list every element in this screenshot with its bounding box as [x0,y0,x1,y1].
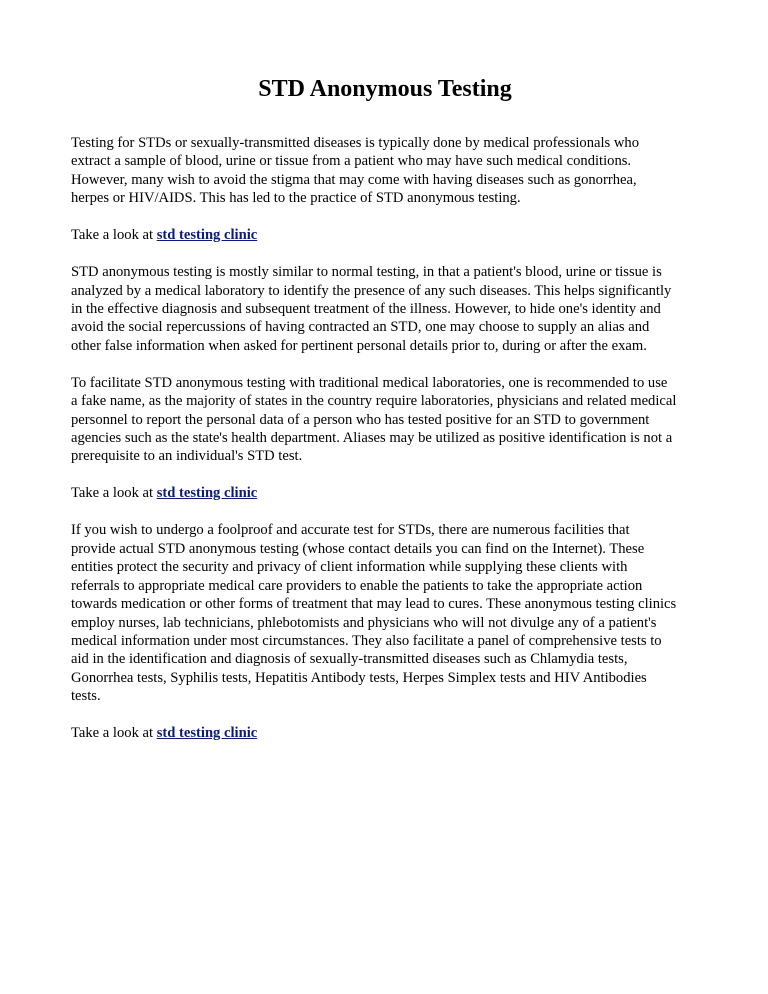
text-line: personnel to report the personal data of a person who has tested positive for an STD to government [71,411,650,428]
text-line: towards medication or other forms of treatment that may lead to cures. These anonymous testing clinics [71,596,677,613]
text-line: provide actual STD anonymous testing (whose contact details you can find on the Internet). These [71,540,645,557]
text-line: tests. [71,688,101,705]
text-line: herpes or HIV/AIDS. This has led to the practice of STD anonymous testing. [71,190,521,207]
text-line: agencies such as the state's health department. Aliases may be utilized as positive identification is not a [71,430,673,447]
std-testing-clinic-link[interactable]: std testing clinic [156,485,258,502]
text-line: referrals to appropriate medical care providers to enable the patients to take the appropriate action [71,577,643,594]
text-line: To facilitate STD anonymous testing with traditional medical laboratories, one is recommended to use [71,374,668,391]
text-line: STD anonymous testing is mostly similar to normal testing, in that a patient's blood, urine or tissue is [71,264,662,281]
link-line-1 [71,226,699,244]
text-line: employ nurses, lab technicians, phlebotomists and physicians who will not divulge any of a patient's [71,614,657,631]
text-line: entities protect the security and privacy of client information while supplying these clients with [71,559,628,576]
link-line-3 [71,724,699,742]
text-line: avoid the social repercussions of having contracted an STD, one may choose to supply an alias and [71,319,650,336]
std-testing-clinic-link[interactable]: std testing clinic [156,227,258,244]
text-line: a fake name, as the majority of states in the country require laboratories, physicians and related medical [71,393,677,410]
text-line: in the effective diagnosis and subsequent treatment of the illness. However, to hide one's identity and [71,301,661,318]
link-prompt: Take a look at [71,227,154,244]
paragraph-similarity [71,263,699,355]
paragraph-facilities [71,521,699,705]
paragraph-laboratories [71,374,699,466]
paragraph-intro [71,134,699,208]
link-line-2 [71,484,699,502]
text-line: However, many wish to avoid the stigma that may come with having diseases such as gonorrhea, [71,171,637,188]
text-line: other false information when asked for pertinent personal details prior to, during or after the exam. [71,337,647,354]
text-line: Gonorrhea tests, Syphilis tests, Hepatitis Antibody tests, Herpes Simplex tests and HIV Antibodies [71,669,647,686]
text-line: medical information under most circumstances. They also facilitate a panel of comprehensive tests to [71,632,662,649]
link-prompt: Take a look at [71,725,154,742]
text-line: prerequisite to an individual's STD test. [71,448,303,465]
document-page [71,74,699,761]
text-line: analyzed by a medical laboratory to identify the presence of any such diseases. This helps significantly [71,282,672,299]
text-line: aid in the identification and diagnosis of sexually-transmitted diseases such as Chlamydia tests, [71,651,628,668]
text-line: If you wish to undergo a foolproof and accurate test for STDs, there are numerous facilities that [71,522,630,539]
text-line: extract a sample of blood, urine or tissue from a patient who may have such medical conditions. [71,153,632,170]
std-testing-clinic-link[interactable]: std testing clinic [156,725,258,742]
link-prompt: Take a look at [71,485,154,502]
page-title: STD Anonymous Testing [258,76,512,102]
text-line: Testing for STDs or sexually-transmitted diseases is typically done by medical professionals who [71,135,640,151]
